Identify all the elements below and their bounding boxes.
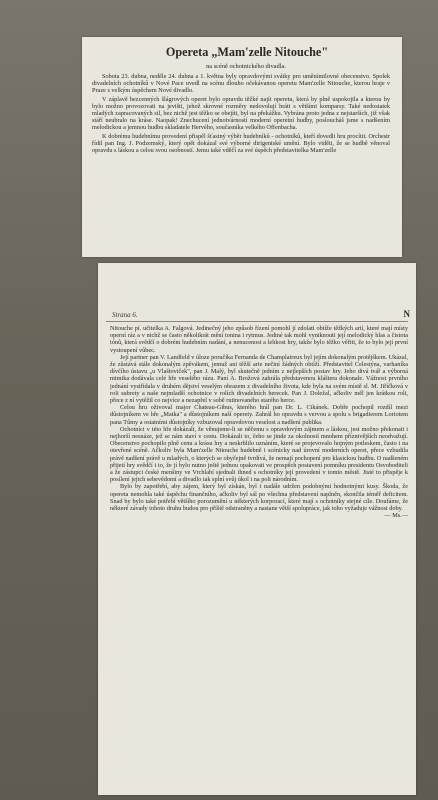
article-body-part-2 bbox=[110, 325, 408, 793]
article-paragraph: Bylo by zapotřebí, aby zájem, který byl získán, byl i nadále udržen podobnými hodnotnými kusy. Škoda, že opereta nemohla také úspěchu finančního, ačkoliv byl sál po všechna představení naplněn, skončila téměř deficitem. Snad by bylo také potřebí většího porozumění u některých korporací, které mají s ochotníky stejné cíle. Doufáme, že některé závady tohoto druhu budou pro příště odstraněny a nastane větší spolupráce, jak toho vyžaduje vážnost doby. bbox=[110, 483, 408, 513]
article-paragraph: Ochotníci v této hře dokázali, že věnujeme-li se něčemu s opravdovým zájmem a láskou, jest možno překonati i nejhorší nesnáze, jež se nám staví v cestu. Dokázali to, čeho se jinde za okolností mnohem příznivějších neodvažují. Obecenstvo pochopilo plně cenu a krásu hry a neskrblilo uznáním, které se projevovalo hojným potleskem, často i na otevřené scéně. Ačkoliv byla Mam'zelle Nitouche hudebně i scénicky nad úrovní moderních operet, přece vzbudila právě nadšení právě u mladých, o kterých se obyčejně tvrdívá, že nemají pochopení pro klasickou hudbu. O nadšeném přijetí hry svědčí i to, že jí bylo nutno ještě jednou opakovati ve prospěch postavení pomníku presidentu Osvoboditeli a že zástupci české menšiny ve Vrchlabí sjednali ihned s ochotníky její provedení v tomto městě. Jisté to přispěje k posílení jejich sebevědomí a divadlo tak splní svůj úkol i na poli národním. bbox=[110, 425, 408, 484]
article-paragraph: K dobrému hudebnímu provedení přispěl šťastný výběr hudebníků - ochotníků, kteří dovedli hru procítit. Orchestr řídil pan Ing. J. Podzemský, který opět dokázal své výborné dirigentské umění. Bylo viděti, že se hudbě věnoval opravdu s láskou a celou svou osobností. Jemu také vděčí za své úspěch představitelka Mam'zelle bbox=[92, 133, 390, 155]
article-paragraph: Její partner pan V. Landfeld v úloze poručíka Fernanda de Champlatreux byl jejím dokonalým protějškem. Ukázal, že zůstává stále dokonalým zpěvákem, jemuž ani těžší arie nečiní žádných obtíží. Představitel Celestýna, varhaníka dívčího ústavu „u Vlaštoviček", pan J. Malý, byl skutečně jedním z nejlepších postav hry. Jeho divá tvář a výborná mimika dodávala celé hře veselého rázu. Paní A. Brožová zahrála představenou kláštera dokonale. Vážnost prvního jednání vystřídala v druhém dějství veselým obrazem z divadelního života, kde byla na svém místě sl. M. Jiříčková v roli subrety a naše nejmladší ochotnice v rolích divadelních herecek. Pan J. Doležal, ačkoliv měl jen krátkou roli, přece z ní vytěžil co nejvíce a nezapřel v sobě rutinovaného starého herce. bbox=[110, 353, 408, 405]
article-paragraph: V záplavě bezcenných šlágrových operet bylo opravdu těžké najít operetu, která by plně uspokojila a kterou by bylo možno provozovati na jevišti, jehož skrovné rozměry nedovolují hráti s většími komparsy. Také nedostatek mladých zapracovaných sil, bez nichž jest těžko se obejíti, byl na překážku. Vybrána proto jedna z nejstarších, již však stáří neubralo na kráse. Naopak! Znechucení jednotvárností moderní operetní hudby, posloucháš jsme s nadšením melodickou a jemnou hudbu skladatele Hervého, současníka velkého Offenbacha. bbox=[92, 96, 390, 132]
article-paragraph: Nitouche pí. učitelka A. Falgová. Jedinečný jeho způsob řízení pomohl jí zdolati obtíže těžkých arií, které mají místy operní ráz a v nichž se často několikrát mění tonina i rytmus. Jediné tak mohl vyniknouti její melodický hlas a čistota tónů, která svědčí o dobrém hudebním nadání, a nenucenost a lehkost hry, takže bylo těžko věřiti, že to bylo její první vystoupení vůbec. bbox=[110, 325, 408, 354]
article-body-part-1 bbox=[92, 73, 390, 253]
article-paragraph: Celou hru oživoval major Chateau-Gibus, kterého hrál pan Dr. L. Cikánek. Dobře pochopil rozdíl mezi důstojníkem ve hře „Matka" a důstojníkem naší operety. Zahrál ho opravdu s vervou a spolu s brigadierem Loriotem pana Tůmy a ostatními důstojníky vzbuzoval opravdovou veselost a nadšení publika. bbox=[110, 404, 408, 426]
divider bbox=[106, 321, 408, 322]
author-signature: — Ms.— bbox=[384, 512, 408, 520]
page-mark: N bbox=[403, 309, 410, 319]
article-headline: Opereta „Mam'zelle Nitouche" bbox=[165, 45, 329, 59]
newspaper-clipping-top bbox=[82, 37, 402, 257]
article-paragraph: Sobota 23. dubna, neděle 24. dubna a 1. května byly opravdovými svátky pro uměnímilovné obecenstvo. Spolek divadelních ochotníků v Nové Pace uvedl na scénu dlouho očekávanou operetu Mam'zelle Nitouche, kterou hraje v Praze s velkým úspěchem Nové divadlo. bbox=[92, 73, 390, 95]
article-subheadline: na scéně ochotnického divadla. bbox=[206, 63, 286, 70]
newspaper-clipping-bottom bbox=[98, 263, 416, 795]
page-number-label: Strana 6. bbox=[112, 311, 138, 319]
